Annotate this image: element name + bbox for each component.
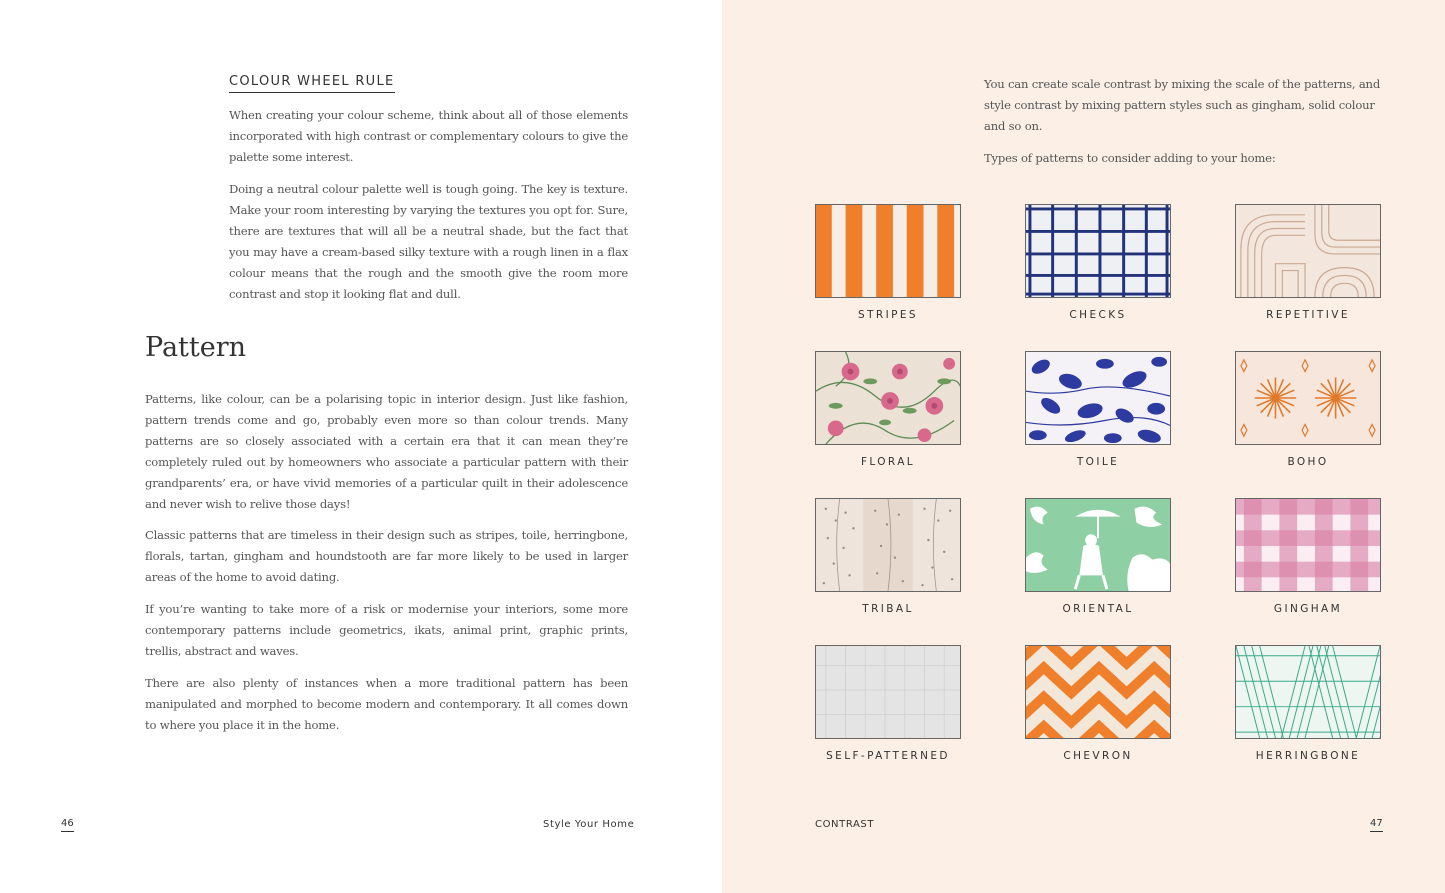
- body-paragraph-1: Patterns, like colour, can be a polarising topic in interior design. Just like fashion, pattern trends come and go, probably even more so than colour trends. Many patterns are so closely associated with a certain era that it can mean they’re completely ruled out by homeowners who associate a particular pattern with their grandparents’ era, or have vivid memories of a particular quilt in their adolescence and never wish to relive those days!: [145, 392, 628, 511]
- heading-pattern: Pattern: [145, 332, 247, 363]
- caption-repetitive: REPETITIVE: [1266, 309, 1350, 321]
- oriental-swatch: [1025, 498, 1171, 592]
- checks-swatch: [1025, 204, 1171, 298]
- toile-pattern-icon: [1026, 352, 1170, 444]
- body-paragraph-2: Classic patterns that are timeless in their design such as stripes, toile, herringbone, florals, tartan, gingham and houndstooth are far more likely to be used in larger areas of the home to avoid dating.: [145, 528, 628, 584]
- checks-pattern-icon: [1026, 205, 1170, 297]
- caption-herringbone: HERRINGBONE: [1255, 750, 1361, 762]
- caption-checks: CHECKS: [1069, 309, 1127, 321]
- tribal-swatch: [815, 498, 961, 592]
- caption-boho: BOHO: [1287, 456, 1329, 468]
- body-paragraph-3: If you’re wanting to take more of a risk or modernise your interiors, some more contemporary patterns include geometrics, ikats, animal print, graphic prints, trellis, abstract and waves.: [145, 602, 628, 658]
- self-patterned-swatch: [815, 645, 961, 739]
- page-number-right-text: 47: [1370, 818, 1383, 832]
- page-number-left-text: 46: [61, 818, 74, 832]
- running-title-right: CONTRAST: [815, 819, 875, 830]
- running-title-left: Style Your Home: [543, 819, 635, 830]
- floral-pattern-icon: [816, 352, 960, 444]
- boho-pattern-icon: [1236, 352, 1380, 444]
- gingham-swatch: [1235, 498, 1381, 592]
- herringbone-swatch: [1235, 645, 1381, 739]
- caption-tribal: TRIBAL: [862, 603, 914, 615]
- right-page: [722, 0, 1445, 893]
- chevron-pattern-icon: [1026, 646, 1170, 738]
- caption-floral: FLORAL: [860, 456, 916, 468]
- stripes-pattern-icon: [816, 205, 960, 297]
- caption-toile: TOILE: [1076, 456, 1120, 468]
- right-intro-paragraph-2: Types of patterns to consider adding to your home:: [984, 151, 1276, 165]
- boho-swatch: [1235, 351, 1381, 445]
- caption-chevron: CHEVRON: [1063, 750, 1133, 762]
- caption-stripes: STRIPES: [858, 309, 918, 321]
- caption-self-patterned: SELF-PATTERNED: [826, 750, 950, 762]
- caption-gingham: GINGHAM: [1273, 603, 1343, 615]
- floral-swatch: [815, 351, 961, 445]
- tribal-pattern-icon: [816, 499, 960, 591]
- body-paragraph-4: There are also plenty of instances when a more traditional pattern has been manipulated and morphed to become modern and contemporary. It all comes down to where you place it in the home.: [145, 676, 628, 732]
- left-page: [0, 0, 722, 893]
- intro-paragraph-1: When creating your colour scheme, think about all of those elements incorporated with high contrast or complementary colours to give the palette some interest.: [229, 108, 628, 164]
- stripes-swatch: [815, 204, 961, 298]
- repetitive-pattern-icon: [1236, 205, 1380, 297]
- toile-swatch: [1025, 351, 1171, 445]
- page-number-right: [1370, 818, 1383, 829]
- right-intro-paragraph-1: You can create scale contrast by mixing the scale of the patterns, and style contrast by mixing pattern styles such as gingham, solid colour and so on.: [984, 77, 1381, 133]
- oriental-pattern-icon: [1026, 499, 1170, 591]
- subheading-colour-wheel-rule: COLOUR WHEEL RULE: [229, 74, 395, 93]
- self-patterned-pattern-icon: [816, 646, 960, 738]
- chevron-swatch: [1025, 645, 1171, 739]
- intro-paragraph-2: Doing a neutral colour palette well is tough going. The key is texture. Make your room interesting by varying the textures you opt for. Sure, there are textures that will all be a neutral shade, but the fact that you may have a cream-based silky texture with a rough linen in a flax colour means that the rough and the smooth give the room more contrast and stop it looking flat and dull.: [229, 182, 628, 301]
- page-number-left: [61, 818, 74, 829]
- gingham-pattern-icon: [1236, 499, 1380, 591]
- caption-oriental: ORIENTAL: [1062, 603, 1134, 615]
- repetitive-swatch: [1235, 204, 1381, 298]
- herringbone-pattern-icon: [1236, 646, 1380, 738]
